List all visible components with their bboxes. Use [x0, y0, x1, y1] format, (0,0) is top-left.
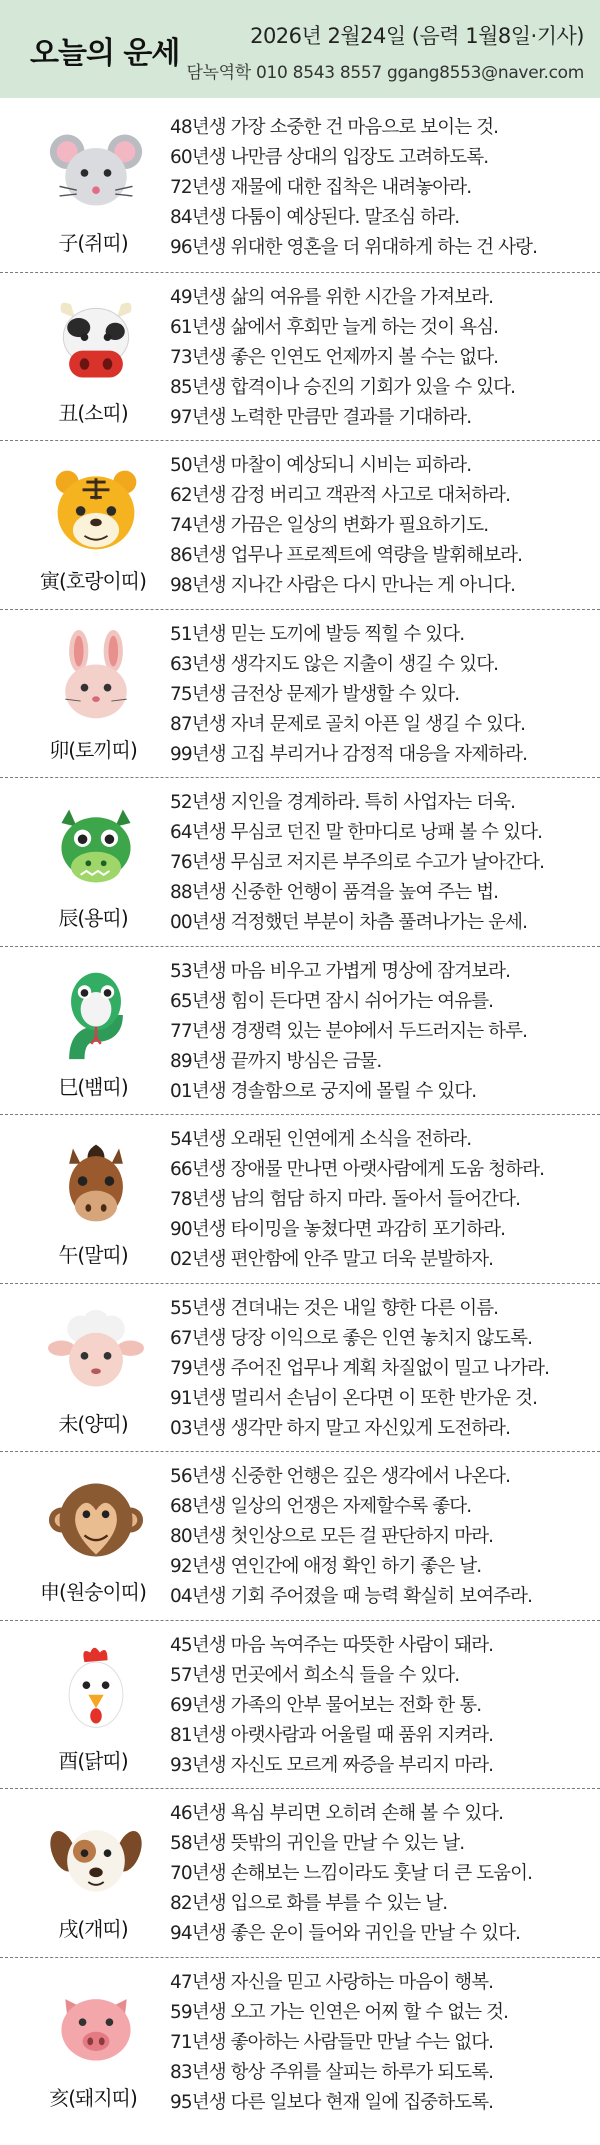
zodiac-section	[0, 777, 600, 945]
zodiac-section	[0, 1788, 600, 1956]
zodiac-section	[0, 272, 600, 440]
header-banner	[0, 0, 600, 98]
zodiac-section	[0, 1114, 600, 1282]
snake-icon	[48, 967, 144, 1063]
fortune-lines	[170, 1799, 595, 1949]
fortune-line: 95년생 다른 일보다 현재 일에 집중하도록.	[170, 2091, 494, 2113]
fortune-line: 77년생 경쟁력 있는 분야에서 두드러지는 하루.	[170, 1020, 528, 1042]
header-contact: 담녹역학 010 8543 8557 ggang8553@naver.com	[186, 63, 584, 83]
zodiac-label: 申(원숭이띠)	[40, 1580, 146, 1604]
fortune-line: 79년생 주어진 업무나 계획 차질없이 밀고 나가라.	[170, 1357, 550, 1379]
fortune-line: 93년생 자신도 모르게 짜증을 부리지 마라.	[170, 1754, 494, 1776]
sheep-icon	[48, 1304, 144, 1400]
fortune-line: 55년생 견뎌내는 것은 내일 향한 다른 이름.	[170, 1297, 499, 1319]
fortune-lines	[170, 1462, 595, 1612]
fortune-line: 49년생 삶의 여유를 위한 시간을 가져보라.	[170, 286, 494, 308]
fortune-line: 94년생 좋은 운이 들어와 귀인을 만날 수 있다.	[170, 1923, 521, 1944]
fortune-lines	[170, 283, 595, 433]
fortune-line: 03년생 생각만 하지 말고 자신있게 도전하라.	[170, 1417, 511, 1439]
rooster-icon	[48, 1641, 144, 1737]
fortune-line: 76년생 무심코 저지른 부주의로 수고가 날아간다.	[170, 852, 545, 873]
fortune-line: 90년생 타이밍을 놓쳤다면 과감히 포기하라.	[170, 1219, 506, 1240]
fortune-line: 78년생 남의 험담 하지 마라. 돌아서 들어간다.	[170, 1189, 521, 1210]
fortune-line: 48년생 가장 소중한 건 마음으로 보이는 것.	[170, 117, 499, 138]
zodiac-label: 午(말띠)	[58, 1243, 128, 1267]
dragon-icon	[48, 798, 144, 894]
fortune-lines	[170, 957, 595, 1107]
zodiac-label: 未(양띠)	[58, 1411, 128, 1436]
fortune-line: 67년생 당장 이익으로 좋은 인연 놓치지 않도록.	[170, 1327, 533, 1349]
fortune-line: 86년생 업무나 프로젝트에 역량을 발휘해보라.	[170, 545, 523, 566]
zodiac-label: 巳(뱀띠)	[58, 1074, 128, 1099]
zodiac-label: 酉(닭띠)	[58, 1748, 128, 1773]
fortune-line: 72년생 재물에 대한 집착은 내려놓아라.	[170, 177, 472, 198]
zodiac-section	[0, 946, 600, 1114]
fortune-line: 65년생 힘이 든다면 잠시 쉬어가는 여유를.	[170, 990, 494, 1012]
ox-icon	[48, 293, 144, 389]
fortune-line: 81년생 아랫사람과 어울릴 때 품위 지켜라.	[170, 1724, 494, 1746]
rat-icon	[48, 123, 144, 219]
dog-icon	[48, 1809, 144, 1905]
fortune-line: 56년생 신중한 언행은 깊은 생각에서 나온다.	[170, 1466, 511, 1487]
zodiac-label: 辰(용띠)	[58, 906, 128, 930]
fortune-line: 63년생 생각지도 않은 지출이 생길 수 있다.	[170, 653, 499, 675]
fortune-line: 96년생 위대한 영혼을 더 위대하게 하는 건 사랑.	[170, 237, 538, 258]
fortune-line: 02년생 편안함에 안주 말고 더욱 분발하자.	[170, 1249, 494, 1270]
zodiac-section	[0, 103, 600, 271]
fortune-line: 54년생 오래된 인연에게 소식을 전하라.	[170, 1129, 472, 1150]
fortune-line: 83년생 항상 주위를 살피는 하루가 되도록.	[170, 2061, 494, 2083]
zodiac-section	[0, 440, 600, 608]
fortune-line: 91년생 멀리서 손님이 온다면 이 또한 반가운 것.	[170, 1387, 538, 1409]
fortune-line: 59년생 오고 가는 인연은 어찌 할 수 없는 것.	[170, 2001, 509, 2023]
fortune-lines	[170, 788, 595, 938]
fortune-line: 50년생 마찰이 예상되니 시비는 피하라.	[170, 455, 472, 476]
pig-icon	[48, 1978, 144, 2074]
fortune-line: 74년생 가끔은 일상의 변화가 필요하기도.	[170, 515, 489, 536]
page-title: 오늘의 운세	[30, 36, 180, 71]
fortune-line: 62년생 감정 버리고 객관적 사고로 대처하라.	[170, 485, 511, 506]
fortune-line: 71년생 좋아하는 사람들만 만날 수는 없다.	[170, 2031, 494, 2053]
fortune-line: 89년생 끝까지 방심은 금물.	[170, 1050, 382, 1072]
fortune-line: 57년생 먼곳에서 희소식 들을 수 있다.	[170, 1664, 460, 1686]
fortune-line: 51년생 믿는 도끼에 발등 찍힐 수 있다.	[170, 623, 465, 645]
fortune-lines	[170, 1631, 595, 1781]
fortune-line: 04년생 기회 주어졌을 때 능력 확실히 보여주라.	[170, 1586, 533, 1607]
fortune-lines	[170, 620, 595, 770]
fortune-line: 97년생 노력한 만큼만 결과를 기대하라.	[170, 406, 472, 428]
fortune-line: 69년생 가족의 안부 물어보는 전화 한 통.	[170, 1694, 482, 1716]
zodiac-section	[0, 1451, 600, 1619]
fortune-line: 98년생 지나간 사람은 다시 만나는 게 아니다.	[170, 575, 516, 596]
fortune-line: 70년생 손해보는 느낌이라도 훗날 더 큰 도움이.	[170, 1863, 533, 1884]
fortune-line: 82년생 입으로 화를 부를 수 있는 날.	[170, 1893, 448, 1914]
zodiac-label: 子(쥐띠)	[58, 231, 128, 255]
fortune-line: 92년생 연인간에 애정 확인 하기 좋은 날.	[170, 1556, 482, 1577]
fortune-line: 75년생 금전상 문제가 발생할 수 있다.	[170, 683, 460, 705]
fortune-lines	[170, 451, 595, 601]
monkey-icon	[48, 1472, 144, 1568]
fortune-line: 64년생 무심코 던진 말 한마디로 낭패 볼 수 있다.	[170, 822, 543, 843]
fortune-line: 84년생 다툼이 예상된다. 말조심 하라.	[170, 207, 460, 228]
fortune-line: 46년생 욕심 부리면 오히려 손해 볼 수 있다.	[170, 1803, 504, 1824]
fortune-line: 53년생 마음 비우고 가볍게 명상에 잠겨보라.	[170, 960, 511, 982]
zodiac-label: 寅(호랑이띠)	[40, 569, 146, 593]
fortune-line: 52년생 지인을 경계하라. 특히 사업자는 더욱.	[170, 792, 516, 813]
tiger-icon	[48, 461, 144, 557]
fortune-line: 00년생 걱정했던 부분이 차츰 풀려나가는 운세.	[170, 912, 528, 933]
header-date: 2026년 2월24일 (음력 1월8일·기사)	[250, 24, 584, 48]
fortune-line: 87년생 자녀 문제로 골치 아픈 일 생길 수 있다.	[170, 713, 526, 735]
fortune-line: 73년생 좋은 인연도 언제까지 볼 수는 없다.	[170, 346, 499, 368]
fortune-line: 68년생 일상의 언쟁은 자제할수록 좋다.	[170, 1496, 472, 1517]
fortune-line: 60년생 나만큼 상대의 입장도 고려하도록.	[170, 147, 489, 168]
fortune-line: 45년생 마음 녹여주는 따뜻한 사람이 돼라.	[170, 1634, 494, 1656]
fortune-lines	[170, 1968, 595, 2118]
zodiac-label: 亥(돼지띠)	[49, 2085, 137, 2110]
fortune-line: 85년생 합격이나 승진의 기회가 있을 수 있다.	[170, 376, 516, 398]
zodiac-label: 卯(토끼띠)	[49, 737, 137, 762]
zodiac-label: 丑(소띠)	[58, 400, 128, 425]
fortune-line: 47년생 자신을 믿고 사랑하는 마음이 행복.	[170, 1971, 494, 1993]
fortune-line: 61년생 삶에서 후회만 늘게 하는 것이 욕심.	[170, 316, 499, 338]
fortune-lines	[170, 113, 595, 263]
fortune-line: 80년생 첫인상으로 모든 걸 판단하지 마라.	[170, 1526, 494, 1547]
fortune-line: 58년생 뜻밖의 귀인을 만날 수 있는 날.	[170, 1833, 465, 1854]
fortune-line: 88년생 신중한 언행이 품격을 높여 주는 법.	[170, 882, 499, 903]
fortune-line: 66년생 장애물 만나면 아랫사람에게 도움 청하라.	[170, 1159, 545, 1180]
rabbit-icon	[48, 630, 144, 726]
fortune-line: 99년생 고집 부리거나 감정적 대응을 자제하라.	[170, 743, 528, 765]
zodiac-section	[0, 609, 600, 777]
zodiac-section	[0, 1620, 600, 1788]
fortune-line: 01년생 경솔함으로 궁지에 몰릴 수 있다.	[170, 1080, 477, 1102]
fortune-lines	[170, 1125, 595, 1275]
horse-icon	[48, 1135, 144, 1231]
zodiac-section	[0, 1283, 600, 1451]
fortune-lines	[170, 1294, 595, 1444]
zodiac-label: 戌(개띠)	[58, 1917, 128, 1941]
zodiac-section	[0, 1957, 600, 2125]
